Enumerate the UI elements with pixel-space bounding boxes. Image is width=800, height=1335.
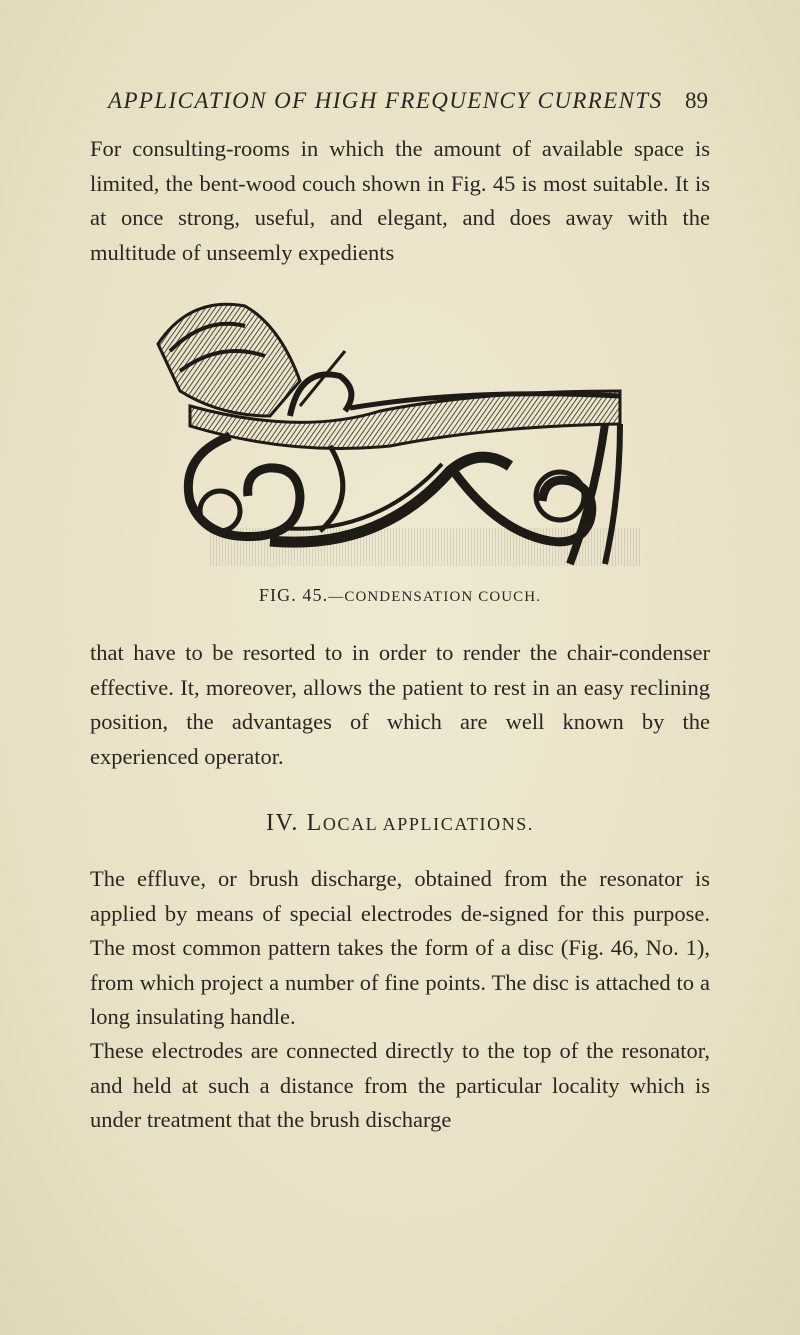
- paragraph-3-text: The effluve, or brush discharge, obtained from the resonator is applied by means of special electrodes de-signed for this purpose. The most common pattern takes the form of a disc (Fig. 46, No. 1), from which project a number of fine points. The disc is attached to a long insulating handle.: [90, 866, 710, 1030]
- paragraph-3: [90, 862, 710, 1035]
- paragraph-4-text: These electrodes are connected directly to the top of the resonator, and held at such a distance from the particular locality which is under treatment that the brush discharge: [90, 1038, 710, 1133]
- section-numeral: IV.: [265, 810, 307, 836]
- figure-caption: [0, 585, 800, 606]
- figure-caption-number: FIG. 45.: [258, 585, 329, 605]
- running-head: [108, 86, 708, 116]
- paragraph-1: [90, 132, 710, 270]
- section-initial: L: [306, 810, 323, 836]
- paragraph-4: [90, 1034, 710, 1138]
- section-heading: [0, 810, 800, 837]
- paragraph-2: [90, 636, 710, 774]
- running-head-title: APPLICATION OF HIGH FREQUENCY CURRENTS: [108, 88, 663, 113]
- section-word-1: OCAL: [322, 814, 378, 834]
- couch-engraving-icon: [150, 296, 650, 576]
- figure-caption-text: —CONDENSATION COUCH.: [328, 589, 542, 605]
- couch-illustration: [150, 296, 650, 576]
- page-number: 89: [685, 88, 708, 113]
- section-word-2: APPLICATIONS.: [377, 814, 535, 834]
- paragraph-1-text: For consulting-rooms in which the amount of available space is limited, the bent-wood couch shown in Fig. 45 is most suitable. It is at once strong, useful, and elegant, and does away with the multitude of unseemly expedients: [90, 136, 710, 265]
- paragraph-2-text: that have to be resorted to in order to render the chair-condenser effective. It, moreover, allows the patient to rest in an easy reclining position, the advantages of which are well known by the experienced operator.: [90, 640, 710, 769]
